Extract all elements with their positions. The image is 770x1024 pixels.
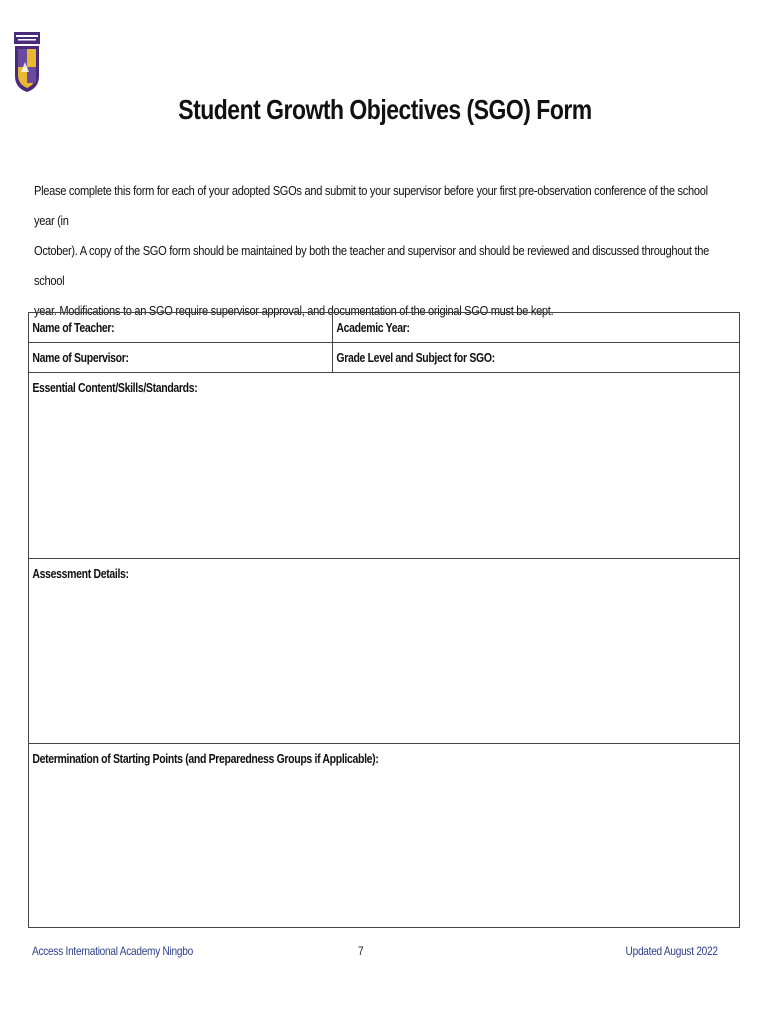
assessment-details-label: Assessment Details: xyxy=(32,567,129,581)
intro-paragraph xyxy=(34,176,723,326)
intro-line: Please complete this form for each of your adopted SGOs and submit to your supervisor before your first pre-observation conference of the school year (in xyxy=(34,183,708,228)
footer-school-name: Access International Academy Ningbo xyxy=(32,944,193,958)
form-row-teacher xyxy=(29,313,739,343)
teacher-label: Name of Teacher: xyxy=(32,321,115,335)
supervisor-label: Name of Supervisor: xyxy=(32,351,129,365)
starting-points-field[interactable] xyxy=(29,744,739,927)
academic-year-label: Academic Year: xyxy=(336,321,410,335)
sgo-form-table xyxy=(28,312,740,928)
page-title: Student Growth Objectives (SGO) Form xyxy=(178,94,592,125)
content-skills-label: Essential Content/Skills/Standards: xyxy=(32,381,198,395)
footer-updated-date: Updated August 2022 xyxy=(625,944,718,958)
supervisor-field[interactable] xyxy=(29,343,333,372)
school-crest-icon xyxy=(12,30,42,94)
grade-subject-field[interactable] xyxy=(333,343,739,372)
teacher-field[interactable] xyxy=(29,313,333,342)
content-skills-field[interactable] xyxy=(29,373,739,559)
form-row-supervisor xyxy=(29,343,739,373)
footer-page-number: 7 xyxy=(358,944,364,958)
intro-line: October). A copy of the SGO form should be maintained by both the teacher and supervisor and should be reviewed and discussed throughout the school xyxy=(34,243,710,288)
assessment-details-field[interactable] xyxy=(29,559,739,744)
starting-points-label: Determination of Starting Points (and Preparedness Groups if Applicable): xyxy=(32,752,379,766)
academic-year-field[interactable] xyxy=(333,313,739,342)
intro-line: year. Modifications to an SGO require supervisor approval, and documentation of the original SGO must be kept. xyxy=(34,303,554,318)
grade-subject-label: Grade Level and Subject for SGO: xyxy=(336,351,495,365)
